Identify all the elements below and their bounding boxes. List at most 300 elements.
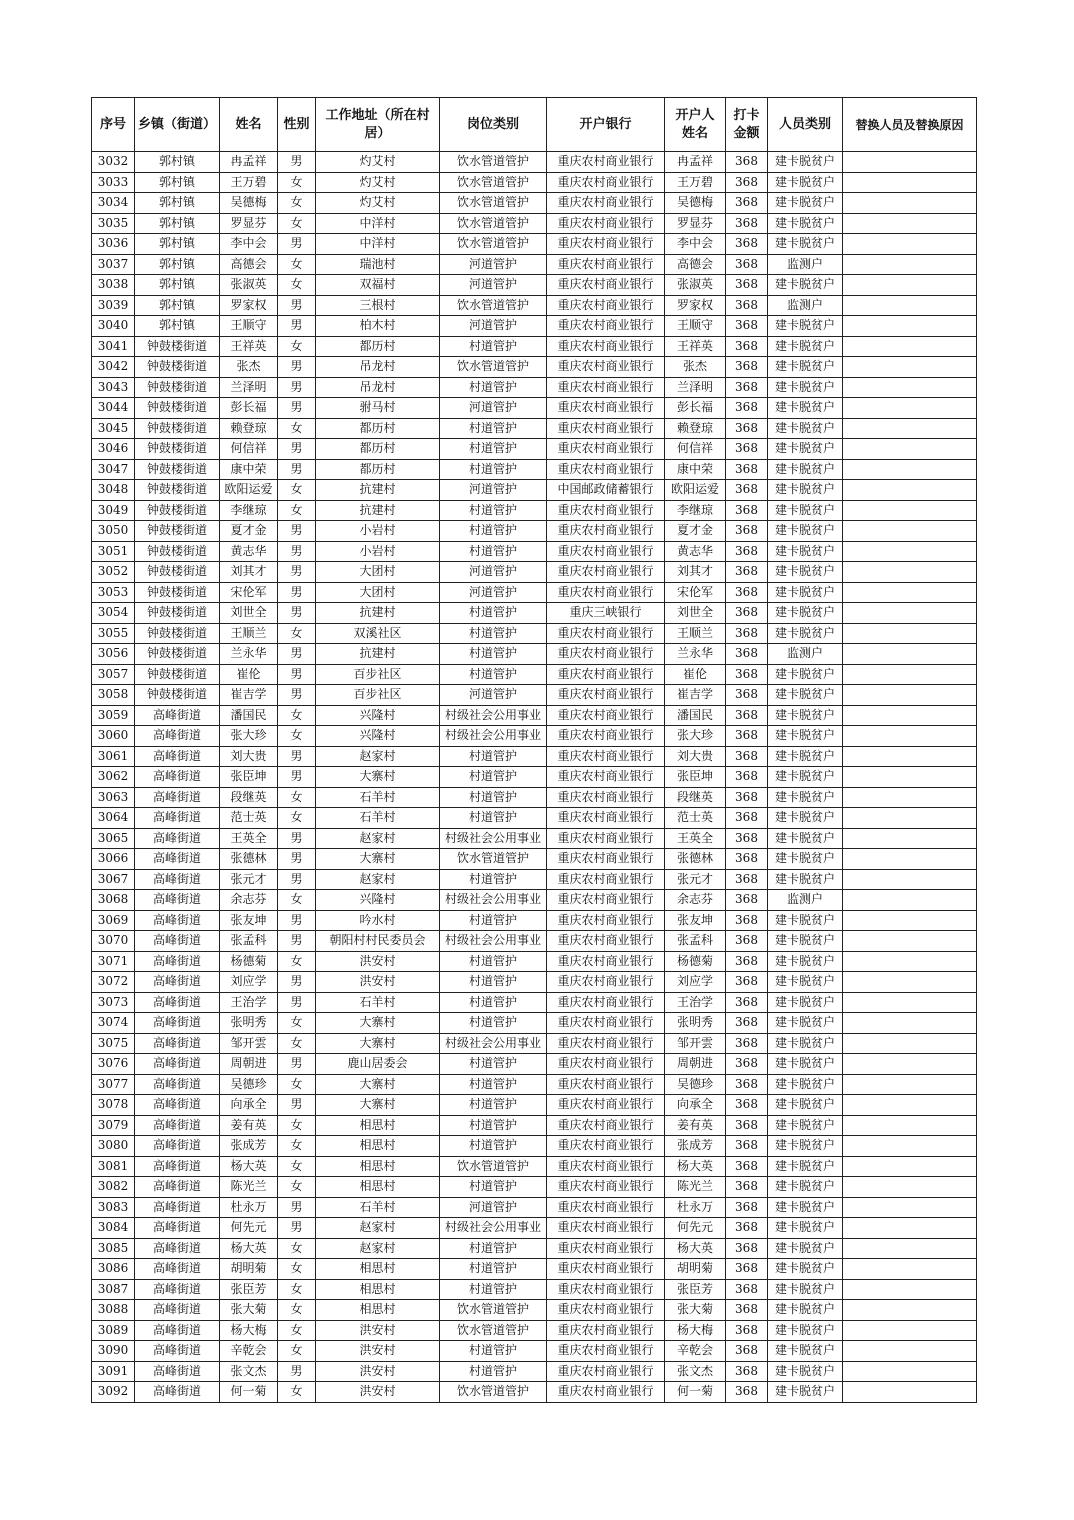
cell-bank: 重庆农村商业银行 — [547, 336, 665, 357]
cell-serial: 3069 — [92, 910, 135, 931]
table-row — [92, 1279, 977, 1300]
cell-gender: 女 — [278, 1320, 316, 1341]
cell-name: 段继英 — [220, 787, 278, 808]
cell-name: 崔吉学 — [220, 685, 278, 706]
cell-name: 胡明菊 — [220, 1259, 278, 1280]
cell-post-type: 村道管护 — [440, 1279, 547, 1300]
cell-person-category: 建卡脱贫户 — [768, 685, 843, 706]
cell-post-type: 河道管护 — [440, 1197, 547, 1218]
cell-gender: 男 — [278, 541, 316, 562]
table-row — [92, 582, 977, 603]
cell-serial: 3067 — [92, 869, 135, 890]
cell-account-holder: 张孟科 — [665, 931, 726, 952]
header-amount: 打卡金额 — [726, 98, 768, 152]
cell-gender: 女 — [278, 623, 316, 644]
cell-person-category: 建卡脱贫户 — [768, 1074, 843, 1095]
cell-account-holder: 张成芳 — [665, 1136, 726, 1157]
cell-serial: 3038 — [92, 275, 135, 296]
cell-account-holder: 范士英 — [665, 808, 726, 829]
cell-bank: 重庆农村商业银行 — [547, 1382, 665, 1403]
cell-serial: 3036 — [92, 234, 135, 255]
cell-account-holder: 王万碧 — [665, 172, 726, 193]
cell-amount: 368 — [726, 541, 768, 562]
cell-name: 王万碧 — [220, 172, 278, 193]
cell-serial: 3056 — [92, 644, 135, 665]
cell-replacement — [843, 1033, 977, 1054]
cell-amount: 368 — [726, 521, 768, 542]
cell-work-address: 赵家村 — [316, 828, 440, 849]
cell-person-category: 建卡脱贫户 — [768, 480, 843, 501]
cell-replacement — [843, 644, 977, 665]
cell-work-address: 灼艾村 — [316, 193, 440, 214]
cell-bank: 中国邮政储蓄银行 — [547, 480, 665, 501]
cell-person-category: 建卡脱贫户 — [768, 992, 843, 1013]
cell-serial: 3077 — [92, 1074, 135, 1095]
cell-replacement — [843, 931, 977, 952]
table-row — [92, 623, 977, 644]
cell-township: 郭村镇 — [135, 234, 220, 255]
cell-replacement — [843, 1095, 977, 1116]
cell-name: 张元才 — [220, 869, 278, 890]
cell-work-address: 灼艾村 — [316, 172, 440, 193]
cell-serial: 3044 — [92, 398, 135, 419]
cell-work-address: 相思村 — [316, 1259, 440, 1280]
cell-work-address: 赵家村 — [316, 1218, 440, 1239]
cell-account-holder: 赖登琼 — [665, 418, 726, 439]
cell-replacement — [843, 193, 977, 214]
cell-post-type: 村道管护 — [440, 1095, 547, 1116]
cell-replacement — [843, 623, 977, 644]
cell-account-holder: 欧阳运爱 — [665, 480, 726, 501]
header-account-holder: 开户人姓名 — [665, 98, 726, 152]
cell-township: 郭村镇 — [135, 316, 220, 337]
cell-gender: 男 — [278, 1054, 316, 1075]
table-row — [92, 849, 977, 870]
cell-bank: 重庆农村商业银行 — [547, 828, 665, 849]
table-row — [92, 1361, 977, 1382]
cell-bank: 重庆农村商业银行 — [547, 1218, 665, 1239]
cell-gender: 男 — [278, 1218, 316, 1239]
cell-gender: 女 — [278, 1300, 316, 1321]
personnel-table — [91, 97, 977, 1403]
cell-work-address: 灼艾村 — [316, 152, 440, 173]
cell-township: 高峰街道 — [135, 890, 220, 911]
cell-person-category: 建卡脱贫户 — [768, 1218, 843, 1239]
cell-gender: 女 — [278, 500, 316, 521]
cell-amount: 368 — [726, 1197, 768, 1218]
cell-township: 钟鼓楼街道 — [135, 521, 220, 542]
cell-name: 李中会 — [220, 234, 278, 255]
table-row — [92, 500, 977, 521]
cell-account-holder: 张文杰 — [665, 1361, 726, 1382]
cell-replacement — [843, 685, 977, 706]
cell-gender: 男 — [278, 972, 316, 993]
cell-township: 高峰街道 — [135, 1320, 220, 1341]
table-row — [92, 1115, 977, 1136]
cell-township: 高峰街道 — [135, 1136, 220, 1157]
cell-post-type: 村级社会公用事业 — [440, 705, 547, 726]
cell-township: 钟鼓楼街道 — [135, 582, 220, 603]
cell-township: 高峰街道 — [135, 705, 220, 726]
cell-person-category: 监测户 — [768, 644, 843, 665]
cell-amount: 368 — [726, 439, 768, 460]
cell-gender: 男 — [278, 849, 316, 870]
cell-serial: 3054 — [92, 603, 135, 624]
cell-post-type: 村道管护 — [440, 1238, 547, 1259]
header-township: 乡镇（街道） — [135, 98, 220, 152]
cell-person-category: 建卡脱贫户 — [768, 664, 843, 685]
cell-bank: 重庆农村商业银行 — [547, 541, 665, 562]
cell-person-category: 建卡脱贫户 — [768, 1320, 843, 1341]
cell-township: 郭村镇 — [135, 295, 220, 316]
table-row — [92, 705, 977, 726]
cell-gender: 女 — [278, 193, 316, 214]
cell-replacement — [843, 541, 977, 562]
cell-account-holder: 张淑英 — [665, 275, 726, 296]
cell-name: 欧阳运爱 — [220, 480, 278, 501]
cell-account-holder: 宋伦军 — [665, 582, 726, 603]
cell-serial: 3080 — [92, 1136, 135, 1157]
cell-bank: 重庆农村商业银行 — [547, 357, 665, 378]
cell-person-category: 建卡脱贫户 — [768, 1279, 843, 1300]
cell-serial: 3070 — [92, 931, 135, 952]
cell-bank: 重庆农村商业银行 — [547, 726, 665, 747]
cell-replacement — [843, 890, 977, 911]
cell-bank: 重庆农村商业银行 — [547, 439, 665, 460]
cell-serial: 3037 — [92, 254, 135, 275]
cell-account-holder: 王治学 — [665, 992, 726, 1013]
cell-replacement — [843, 787, 977, 808]
cell-township: 郭村镇 — [135, 213, 220, 234]
cell-bank: 重庆农村商业银行 — [547, 951, 665, 972]
cell-gender: 女 — [278, 418, 316, 439]
cell-account-holder: 高德会 — [665, 254, 726, 275]
cell-work-address: 兴隆村 — [316, 726, 440, 747]
cell-gender: 男 — [278, 459, 316, 480]
cell-account-holder: 吴德梅 — [665, 193, 726, 214]
cell-township: 钟鼓楼街道 — [135, 357, 220, 378]
cell-gender: 女 — [278, 1177, 316, 1198]
table-row — [92, 1218, 977, 1239]
cell-amount: 368 — [726, 664, 768, 685]
cell-bank: 重庆农村商业银行 — [547, 1054, 665, 1075]
cell-post-type: 河道管护 — [440, 254, 547, 275]
cell-serial: 3089 — [92, 1320, 135, 1341]
cell-post-type: 村道管护 — [440, 500, 547, 521]
cell-bank: 重庆农村商业银行 — [547, 972, 665, 993]
cell-serial: 3073 — [92, 992, 135, 1013]
cell-serial: 3055 — [92, 623, 135, 644]
table-row — [92, 1013, 977, 1034]
cell-amount: 368 — [726, 992, 768, 1013]
cell-work-address: 吊龙村 — [316, 377, 440, 398]
cell-amount: 368 — [726, 357, 768, 378]
cell-account-holder: 兰泽明 — [665, 377, 726, 398]
cell-amount: 368 — [726, 295, 768, 316]
cell-serial: 3047 — [92, 459, 135, 480]
cell-account-holder: 王顺兰 — [665, 623, 726, 644]
cell-name: 王顺守 — [220, 316, 278, 337]
cell-gender: 女 — [278, 1238, 316, 1259]
cell-name: 余志芬 — [220, 890, 278, 911]
cell-serial: 3040 — [92, 316, 135, 337]
cell-person-category: 建卡脱贫户 — [768, 172, 843, 193]
cell-person-category: 建卡脱贫户 — [768, 849, 843, 870]
cell-amount: 368 — [726, 808, 768, 829]
header-serial: 序号 — [92, 98, 135, 152]
cell-serial: 3043 — [92, 377, 135, 398]
cell-account-holder: 向承全 — [665, 1095, 726, 1116]
cell-person-category: 建卡脱贫户 — [768, 234, 843, 255]
cell-township: 高峰街道 — [135, 787, 220, 808]
cell-account-holder: 崔吉学 — [665, 685, 726, 706]
cell-township: 高峰街道 — [135, 1361, 220, 1382]
cell-work-address: 小岩村 — [316, 521, 440, 542]
table-row — [92, 1259, 977, 1280]
cell-work-address: 大寨村 — [316, 849, 440, 870]
cell-amount: 368 — [726, 1136, 768, 1157]
cell-amount: 368 — [726, 254, 768, 275]
cell-serial: 3079 — [92, 1115, 135, 1136]
cell-account-holder: 夏才金 — [665, 521, 726, 542]
table-row — [92, 992, 977, 1013]
cell-account-holder: 罗显芬 — [665, 213, 726, 234]
cell-person-category: 监测户 — [768, 254, 843, 275]
cell-name: 张大菊 — [220, 1300, 278, 1321]
cell-bank: 重庆农村商业银行 — [547, 644, 665, 665]
cell-account-holder: 周朝进 — [665, 1054, 726, 1075]
cell-township: 高峰街道 — [135, 1177, 220, 1198]
cell-amount: 368 — [726, 1259, 768, 1280]
cell-name: 刘大贵 — [220, 746, 278, 767]
cell-post-type: 饮水管道管护 — [440, 1382, 547, 1403]
cell-replacement — [843, 500, 977, 521]
cell-account-holder: 姜有英 — [665, 1115, 726, 1136]
table-row — [92, 603, 977, 624]
cell-bank: 重庆农村商业银行 — [547, 459, 665, 480]
cell-amount: 368 — [726, 931, 768, 952]
cell-work-address: 瑞池村 — [316, 254, 440, 275]
cell-amount: 368 — [726, 152, 768, 173]
cell-gender: 男 — [278, 234, 316, 255]
cell-work-address: 石羊村 — [316, 992, 440, 1013]
cell-gender: 男 — [278, 746, 316, 767]
cell-person-category: 建卡脱贫户 — [768, 418, 843, 439]
cell-post-type: 村道管护 — [440, 1177, 547, 1198]
cell-person-category: 建卡脱贫户 — [768, 603, 843, 624]
cell-name: 刘其才 — [220, 562, 278, 583]
cell-post-type: 村道管护 — [440, 521, 547, 542]
cell-work-address: 柏木村 — [316, 316, 440, 337]
cell-serial: 3071 — [92, 951, 135, 972]
table-row — [92, 1320, 977, 1341]
cell-gender: 女 — [278, 1341, 316, 1362]
cell-serial: 3087 — [92, 1279, 135, 1300]
cell-work-address: 双溪社区 — [316, 623, 440, 644]
cell-bank: 重庆农村商业银行 — [547, 1074, 665, 1095]
cell-post-type: 村道管护 — [440, 623, 547, 644]
cell-post-type: 饮水管道管护 — [440, 849, 547, 870]
cell-township: 高峰街道 — [135, 1013, 220, 1034]
cell-name: 张成芳 — [220, 1136, 278, 1157]
cell-replacement — [843, 275, 977, 296]
cell-gender: 女 — [278, 1156, 316, 1177]
cell-bank: 重庆农村商业银行 — [547, 869, 665, 890]
cell-replacement — [843, 152, 977, 173]
table-row — [92, 1054, 977, 1075]
cell-post-type: 饮水管道管护 — [440, 152, 547, 173]
cell-bank: 重庆农村商业银行 — [547, 172, 665, 193]
cell-person-category: 建卡脱贫户 — [768, 746, 843, 767]
cell-account-holder: 杜永万 — [665, 1197, 726, 1218]
cell-township: 高峰街道 — [135, 746, 220, 767]
cell-replacement — [843, 254, 977, 275]
cell-amount: 368 — [726, 1361, 768, 1382]
cell-work-address: 小岩村 — [316, 541, 440, 562]
cell-amount: 368 — [726, 685, 768, 706]
cell-gender: 女 — [278, 1136, 316, 1157]
cell-township: 钟鼓楼街道 — [135, 685, 220, 706]
cell-person-category: 监测户 — [768, 890, 843, 911]
cell-gender: 男 — [278, 562, 316, 583]
cell-gender: 男 — [278, 644, 316, 665]
cell-amount: 368 — [726, 849, 768, 870]
cell-replacement — [843, 1361, 977, 1382]
cell-serial: 3050 — [92, 521, 135, 542]
cell-account-holder: 罗家权 — [665, 295, 726, 316]
cell-amount: 368 — [726, 623, 768, 644]
cell-gender: 男 — [278, 685, 316, 706]
cell-township: 高峰街道 — [135, 1238, 220, 1259]
cell-bank: 重庆农村商业银行 — [547, 316, 665, 337]
cell-replacement — [843, 295, 977, 316]
cell-amount: 368 — [726, 377, 768, 398]
cell-account-holder: 彭长福 — [665, 398, 726, 419]
cell-bank: 重庆农村商业银行 — [547, 1136, 665, 1157]
cell-replacement — [843, 992, 977, 1013]
cell-account-holder: 张德林 — [665, 849, 726, 870]
cell-township: 钟鼓楼街道 — [135, 439, 220, 460]
cell-post-type: 村道管护 — [440, 439, 547, 460]
cell-person-category: 建卡脱贫户 — [768, 931, 843, 952]
cell-person-category: 建卡脱贫户 — [768, 1013, 843, 1034]
cell-gender: 女 — [278, 1033, 316, 1054]
cell-gender: 女 — [278, 705, 316, 726]
cell-name: 刘应学 — [220, 972, 278, 993]
cell-person-category: 建卡脱贫户 — [768, 213, 843, 234]
table-row — [92, 1156, 977, 1177]
cell-replacement — [843, 1013, 977, 1034]
cell-post-type: 饮水管道管护 — [440, 213, 547, 234]
cell-bank: 重庆农村商业银行 — [547, 398, 665, 419]
cell-replacement — [843, 951, 977, 972]
cell-name: 彭长福 — [220, 398, 278, 419]
cell-township: 钟鼓楼街道 — [135, 541, 220, 562]
cell-name: 王英全 — [220, 828, 278, 849]
cell-account-holder: 何先元 — [665, 1218, 726, 1239]
cell-post-type: 村道管护 — [440, 1013, 547, 1034]
cell-name: 张孟科 — [220, 931, 278, 952]
table-row — [92, 316, 977, 337]
cell-serial: 3081 — [92, 1156, 135, 1177]
cell-name: 张大珍 — [220, 726, 278, 747]
cell-name: 陈光兰 — [220, 1177, 278, 1198]
table-row — [92, 562, 977, 583]
cell-work-address: 洪安村 — [316, 951, 440, 972]
cell-amount: 368 — [726, 705, 768, 726]
table-row — [92, 1177, 977, 1198]
cell-amount: 368 — [726, 828, 768, 849]
cell-gender: 男 — [278, 664, 316, 685]
table-row — [92, 808, 977, 829]
cell-work-address: 百步社区 — [316, 664, 440, 685]
cell-name: 夏才金 — [220, 521, 278, 542]
cell-work-address: 中洋村 — [316, 213, 440, 234]
cell-replacement — [843, 664, 977, 685]
cell-replacement — [843, 869, 977, 890]
cell-serial: 3065 — [92, 828, 135, 849]
cell-replacement — [843, 336, 977, 357]
cell-serial: 3091 — [92, 1361, 135, 1382]
cell-amount: 368 — [726, 746, 768, 767]
cell-person-category: 建卡脱贫户 — [768, 357, 843, 378]
cell-replacement — [843, 828, 977, 849]
table-row — [92, 685, 977, 706]
cell-person-category: 建卡脱贫户 — [768, 316, 843, 337]
cell-work-address: 洪安村 — [316, 1361, 440, 1382]
table-row — [92, 480, 977, 501]
cell-account-holder: 段继英 — [665, 787, 726, 808]
table-row — [92, 418, 977, 439]
cell-replacement — [843, 603, 977, 624]
cell-township: 钟鼓楼街道 — [135, 480, 220, 501]
cell-replacement — [843, 234, 977, 255]
cell-replacement — [843, 562, 977, 583]
cell-work-address: 三根村 — [316, 295, 440, 316]
cell-account-holder: 李中会 — [665, 234, 726, 255]
cell-amount: 368 — [726, 418, 768, 439]
header-replacement: 替换人员及替换原因 — [843, 98, 977, 152]
cell-replacement — [843, 726, 977, 747]
cell-amount: 368 — [726, 1320, 768, 1341]
cell-bank: 重庆农村商业银行 — [547, 664, 665, 685]
cell-township: 高峰街道 — [135, 1074, 220, 1095]
cell-work-address: 都历村 — [316, 418, 440, 439]
cell-amount: 368 — [726, 480, 768, 501]
cell-name: 吴德梅 — [220, 193, 278, 214]
cell-post-type: 河道管护 — [440, 398, 547, 419]
cell-work-address: 兴隆村 — [316, 705, 440, 726]
cell-work-address: 大寨村 — [316, 1033, 440, 1054]
cell-account-holder: 余志芬 — [665, 890, 726, 911]
cell-township: 钟鼓楼街道 — [135, 623, 220, 644]
cell-replacement — [843, 1197, 977, 1218]
cell-serial: 3060 — [92, 726, 135, 747]
cell-bank: 重庆农村商业银行 — [547, 931, 665, 952]
cell-amount: 368 — [726, 336, 768, 357]
cell-gender: 女 — [278, 726, 316, 747]
cell-gender: 女 — [278, 1259, 316, 1280]
cell-name: 高德会 — [220, 254, 278, 275]
cell-post-type: 村级社会公用事业 — [440, 931, 547, 952]
cell-replacement — [843, 1238, 977, 1259]
cell-name: 罗家权 — [220, 295, 278, 316]
cell-bank: 重庆农村商业银行 — [547, 521, 665, 542]
cell-name: 兰永华 — [220, 644, 278, 665]
cell-account-holder: 张明秀 — [665, 1013, 726, 1034]
cell-post-type: 村道管护 — [440, 746, 547, 767]
cell-amount: 368 — [726, 972, 768, 993]
